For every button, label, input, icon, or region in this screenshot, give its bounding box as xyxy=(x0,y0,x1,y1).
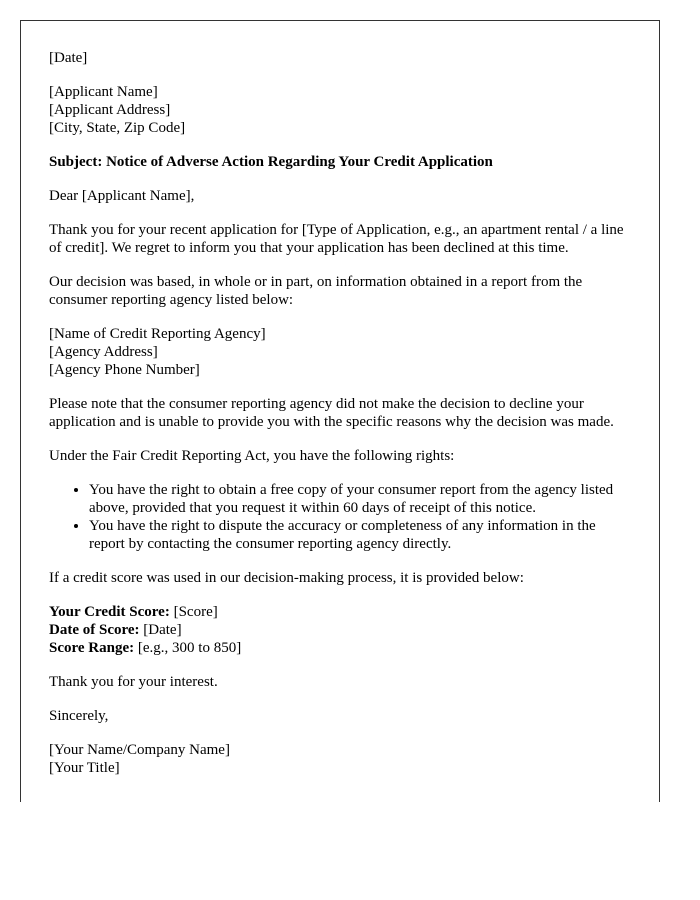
score-date-label: Date of Score: xyxy=(49,622,140,638)
closing: Sincerely, xyxy=(49,708,109,724)
rights-list xyxy=(49,481,631,553)
recipient-city: [City, State, Zip Code] xyxy=(49,120,186,136)
letter-date: [Date] xyxy=(49,50,88,66)
signature-title: [Your Title] xyxy=(49,760,120,776)
score-label: Your Credit Score: xyxy=(49,604,170,620)
agency-name: [Name of Credit Reporting Agency] xyxy=(49,326,266,342)
recipient-block xyxy=(49,83,631,137)
recipient-name: [Applicant Name] xyxy=(49,84,158,100)
paragraph-rights-intro: Under the Fair Credit Reporting Act, you have the following rights: xyxy=(49,448,455,464)
score-date-value: [Date] xyxy=(139,622,182,638)
signature-block xyxy=(49,741,631,777)
rights-item: • You have the right to dispute the accuracy or completeness of any information in the report by contacting the consumer reporting agency directly. xyxy=(89,517,631,553)
paragraph-score-intro: If a credit score was used in our decision-making process, it is provided below: xyxy=(49,570,524,586)
score-value: [Score] xyxy=(169,604,218,620)
subject-line: Subject: Notice of Adverse Action Regarding Your Credit Application xyxy=(49,154,493,170)
paragraph-decision: Our decision was based, in whole or in part, on information obtained in a report from the consumer reporting agency listed below: xyxy=(49,274,583,308)
agency-phone: [Agency Phone Number] xyxy=(49,362,200,378)
paragraph-thanks: Thank you for your interest. xyxy=(49,674,218,690)
agency-address: [Agency Address] xyxy=(49,344,158,360)
score-range-value: [e.g., 300 to 850] xyxy=(134,640,242,656)
recipient-address: [Applicant Address] xyxy=(49,102,171,118)
salutation: Dear [Applicant Name], xyxy=(49,188,195,204)
paragraph-intro: Thank you for your recent application for [Type of Application, e.g., an apartment rental / a line of credit]. We regret to inform you that your application has been declined at this time. xyxy=(49,222,624,256)
score-block xyxy=(49,603,631,657)
paragraph-note: Please note that the consumer reporting agency did not make the decision to decline your application and is unable to provide you with the specific reasons why the decision was made. xyxy=(49,396,614,430)
rights-item: • You have the right to obtain a free copy of your consumer report from the agency listed above, provided that you request it within 60 days of receipt of this notice. xyxy=(89,481,631,517)
letter-page xyxy=(20,20,660,802)
agency-block xyxy=(49,325,631,379)
score-range-label: Score Range: xyxy=(49,640,135,656)
signature-name: [Your Name/Company Name] xyxy=(49,742,230,758)
